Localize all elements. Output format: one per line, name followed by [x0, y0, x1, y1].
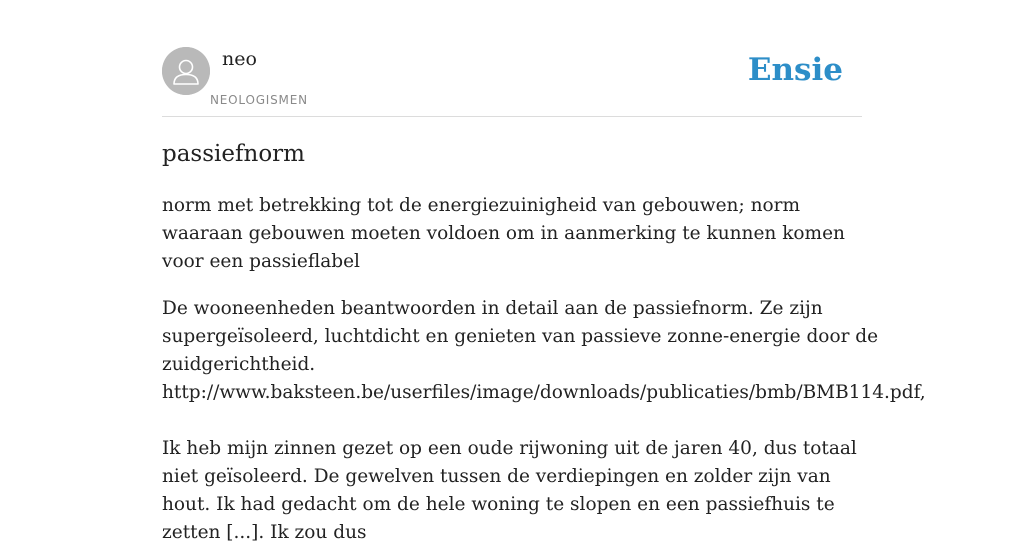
user-silhouette-icon[interactable]: [162, 47, 210, 95]
entry-definition: norm met betrekking tot de energiezuinigheid van gebouwen; norm waaraan gebouwen moeten voldoen om in aanmerking te kunnen komen voor een passieflabel: [162, 195, 845, 272]
spacer: [162, 407, 882, 435]
author-name[interactable]: neo: [222, 48, 257, 70]
example-source-link[interactable]: http://www.baksteen.be/userfiles/image/downloads/publicaties/bmb/BMB114.pdf,: [162, 382, 926, 403]
author-category[interactable]: NEOLOGISMEN: [210, 93, 308, 107]
example-text: De wooneenheden beantwoorden in detail aan de passiefnorm. Ze zijn supergeïsoleerd, luchtdicht en genieten van passieve zonne-energie door de zuidgerichtheid.: [162, 298, 879, 375]
entry-term: passiefnorm: [162, 141, 305, 167]
entry-header: [162, 46, 862, 117]
example-text: Ik heb mijn zinnen gezet op een oude rijwoning uit de jaren 40, dus totaal niet geïsoleerd. De gewelven tussen de verdiepingen en zolder zijn van hout. Ik had gedacht om de hele woning te slopen en een passiefhuis te zetten [...]. Ik zou dus: [162, 438, 857, 543]
brand-logo[interactable]: Ensie: [747, 52, 843, 88]
entry-examples: [162, 295, 926, 547]
